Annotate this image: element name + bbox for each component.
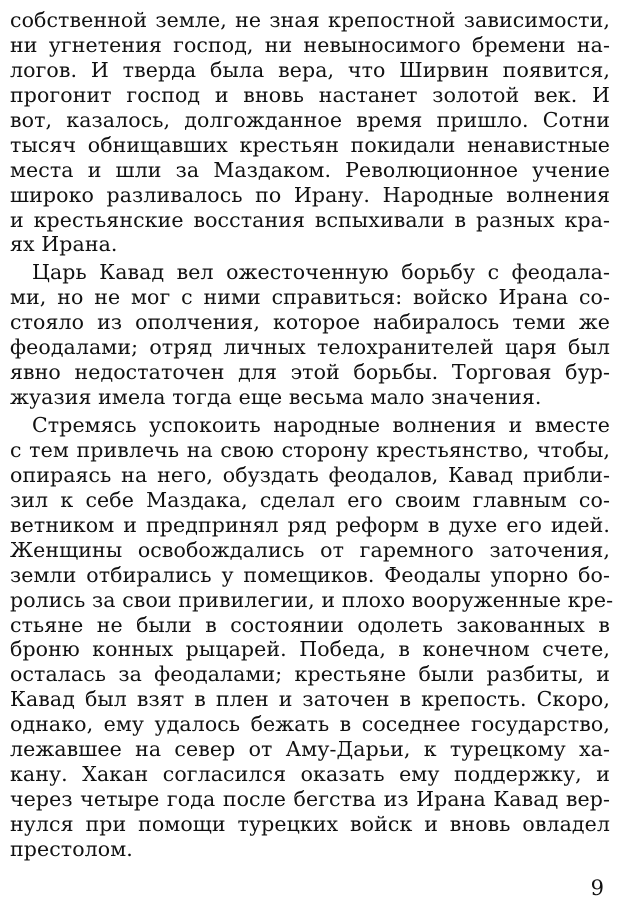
text-line: лежавшее на север от Аму-Дарьи, к турецкому ха- — [10, 737, 610, 762]
text-line: Женщины освобождались от гаремного заточения, — [10, 537, 610, 562]
paragraph-1 — [10, 8, 610, 257]
text-line: Царь Кавад вел ожесточенную борьбу с феодала- — [32, 260, 610, 285]
text-line: Кавад был взят в плен и заточен в крепость. Скоро, — [10, 687, 610, 712]
text-line: широко разливалось по Ирану. Народные волнения — [10, 182, 610, 207]
text-line: ях Ирана. — [10, 232, 118, 257]
text-line: и крестьянские восстания вспыхивали в разных кра- — [10, 207, 610, 232]
text-line: земли отбирались у помещиков. Феодалы упорно бо- — [10, 562, 610, 587]
text-line: вот, казалось, долгожданное время пришло. Сотни — [10, 107, 610, 132]
text-line: с тем привлечь на свою сторону крестьянство, чтобы, — [10, 437, 610, 462]
text-line: явно недостаточен для этой борьбы. Торговая бур- — [10, 360, 610, 385]
text-line: осталась за феодалами; крестьяне были разбиты, и — [10, 662, 610, 687]
text-line: жуазия имела тогда еще весьма мало значения. — [10, 385, 542, 410]
text-line: ни угнетения господ, ни невыносимого бремени на- — [10, 32, 610, 57]
text-line: однако, ему удалось бежать в соседнее государство, — [10, 712, 610, 737]
page-text-body — [10, 8, 614, 862]
text-line: логов. И тверда была вера, что Ширвин появится, — [10, 57, 610, 82]
text-line: престолом. — [10, 836, 133, 861]
text-line: прогонит господ и вновь настанет золотой век. И — [10, 82, 610, 107]
paragraph-3 — [10, 413, 614, 862]
text-line: Стремясь успокоить народные волнения и вместе — [32, 413, 610, 437]
text-line: собственной земле, не зная крепостной зависимости, — [10, 8, 610, 32]
text-line: опираясь на него, обуздать феодалов, Кавад прибли- — [10, 462, 610, 487]
text-line: ветником и предпринял ряд реформ в духе его идей. — [10, 512, 610, 537]
text-line: ми, но не мог с ними справиться: войско Ирана со- — [10, 285, 610, 310]
text-line: зил к себе Маздака, сделал его своим главным со- — [10, 487, 610, 512]
text-line: феодалами; отряд личных телохранителей царя был — [10, 335, 610, 360]
text-line: броню конных рыцарей. Победа, в конечном счете, — [10, 637, 610, 662]
text-line: ролись за свои привилегии, и плохо вооруженные кре- — [10, 587, 614, 612]
text-line: тысяч обнищавших крестьян покидали ненавистные — [10, 132, 610, 157]
text-line: места и шли за Маздаком. Революционное учение — [10, 157, 610, 182]
text-line: кану. Хакан согласился оказать ему поддержку, и — [10, 762, 610, 787]
page-number: 9 — [590, 876, 604, 900]
text-line: через четыре года после бегства из Ирана Кавад вер- — [10, 787, 610, 812]
text-line: стьяне не были в состоянии одолеть закованных в — [10, 612, 610, 637]
paragraph-2 — [10, 260, 610, 410]
text-line: нулся при помощи турецких войск и вновь овладел — [10, 812, 610, 836]
text-line: стояло из ополчения, которое набиралось теми же — [10, 310, 610, 335]
